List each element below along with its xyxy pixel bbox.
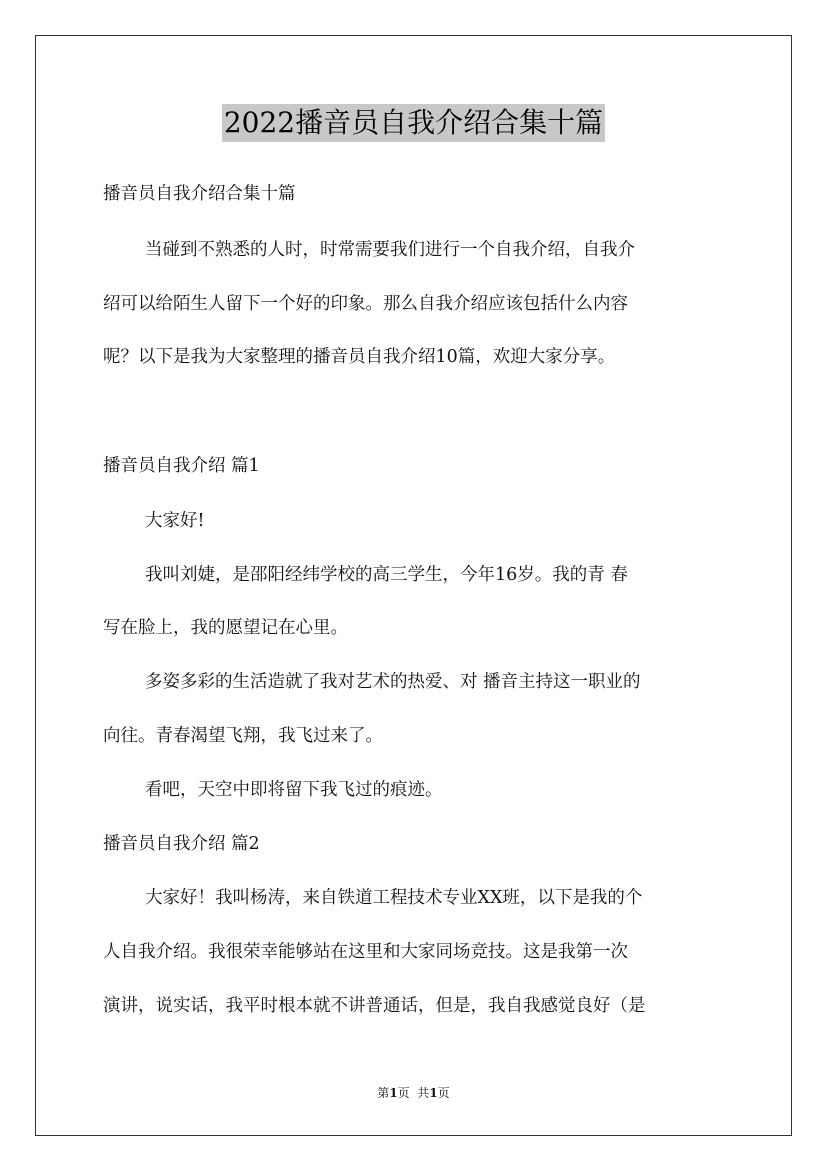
- section1-line-5: 看吧，天空中即将留下我飞过的痕迹。: [145, 780, 443, 800]
- footer-page-total: 1: [429, 1086, 438, 1100]
- footer-prefix: 第: [377, 1086, 390, 1100]
- footer-suffix: 页: [437, 1086, 450, 1100]
- section1-line-4: 向往。青春渴望飞翔，我飞过来了。: [103, 726, 383, 746]
- section1-line-2: 写在脸上，我的愿望记在心里。: [103, 618, 348, 638]
- section1-greeting: 大家好!: [145, 511, 205, 531]
- section2-heading: 播音员自我介绍 篇2: [103, 834, 260, 854]
- section2-line-2: 人自我介绍。我很荣幸能够站在这里和大家同场竞技。这是我第一次: [103, 942, 628, 962]
- section2-line-1: 大家好！我叫杨涛，来自铁道工程技术专业XX班，以下是我的个: [145, 888, 643, 908]
- intro-line-2: 绍可以给陌生人留下一个好的印象。那么自我介绍应该包括什么内容: [103, 294, 628, 314]
- document-title: 2022播音员自我介绍合集十篇: [222, 104, 605, 142]
- intro-line-1: 当碰到不熟悉的人时，时常需要我们进行一个自我介绍，自我介: [145, 240, 635, 260]
- page-footer: [0, 1084, 827, 1101]
- title-container: [0, 104, 827, 142]
- section2-line-3: 演讲，说实话，我平时根本就不讲普通话，但是，我自我感觉良好（是: [103, 996, 646, 1016]
- section1-heading: 播音员自我介绍 篇1: [103, 456, 260, 476]
- section1-line-3: 多姿多彩的生活造就了我对艺术的热爱、对 播音主持这一职业的: [145, 672, 641, 692]
- footer-page-number: 1: [389, 1086, 398, 1100]
- intro-line-3: 呢？以下是我为大家整理的播音员自我介绍10篇，欢迎大家分享。: [103, 347, 616, 367]
- footer-mid: 页 共: [397, 1086, 430, 1100]
- document-subtitle: 播音员自我介绍合集十篇: [103, 184, 296, 204]
- section1-line-1: 我叫刘婕，是邵阳经纬学校的高三学生，今年16岁。我的青 春: [145, 565, 628, 585]
